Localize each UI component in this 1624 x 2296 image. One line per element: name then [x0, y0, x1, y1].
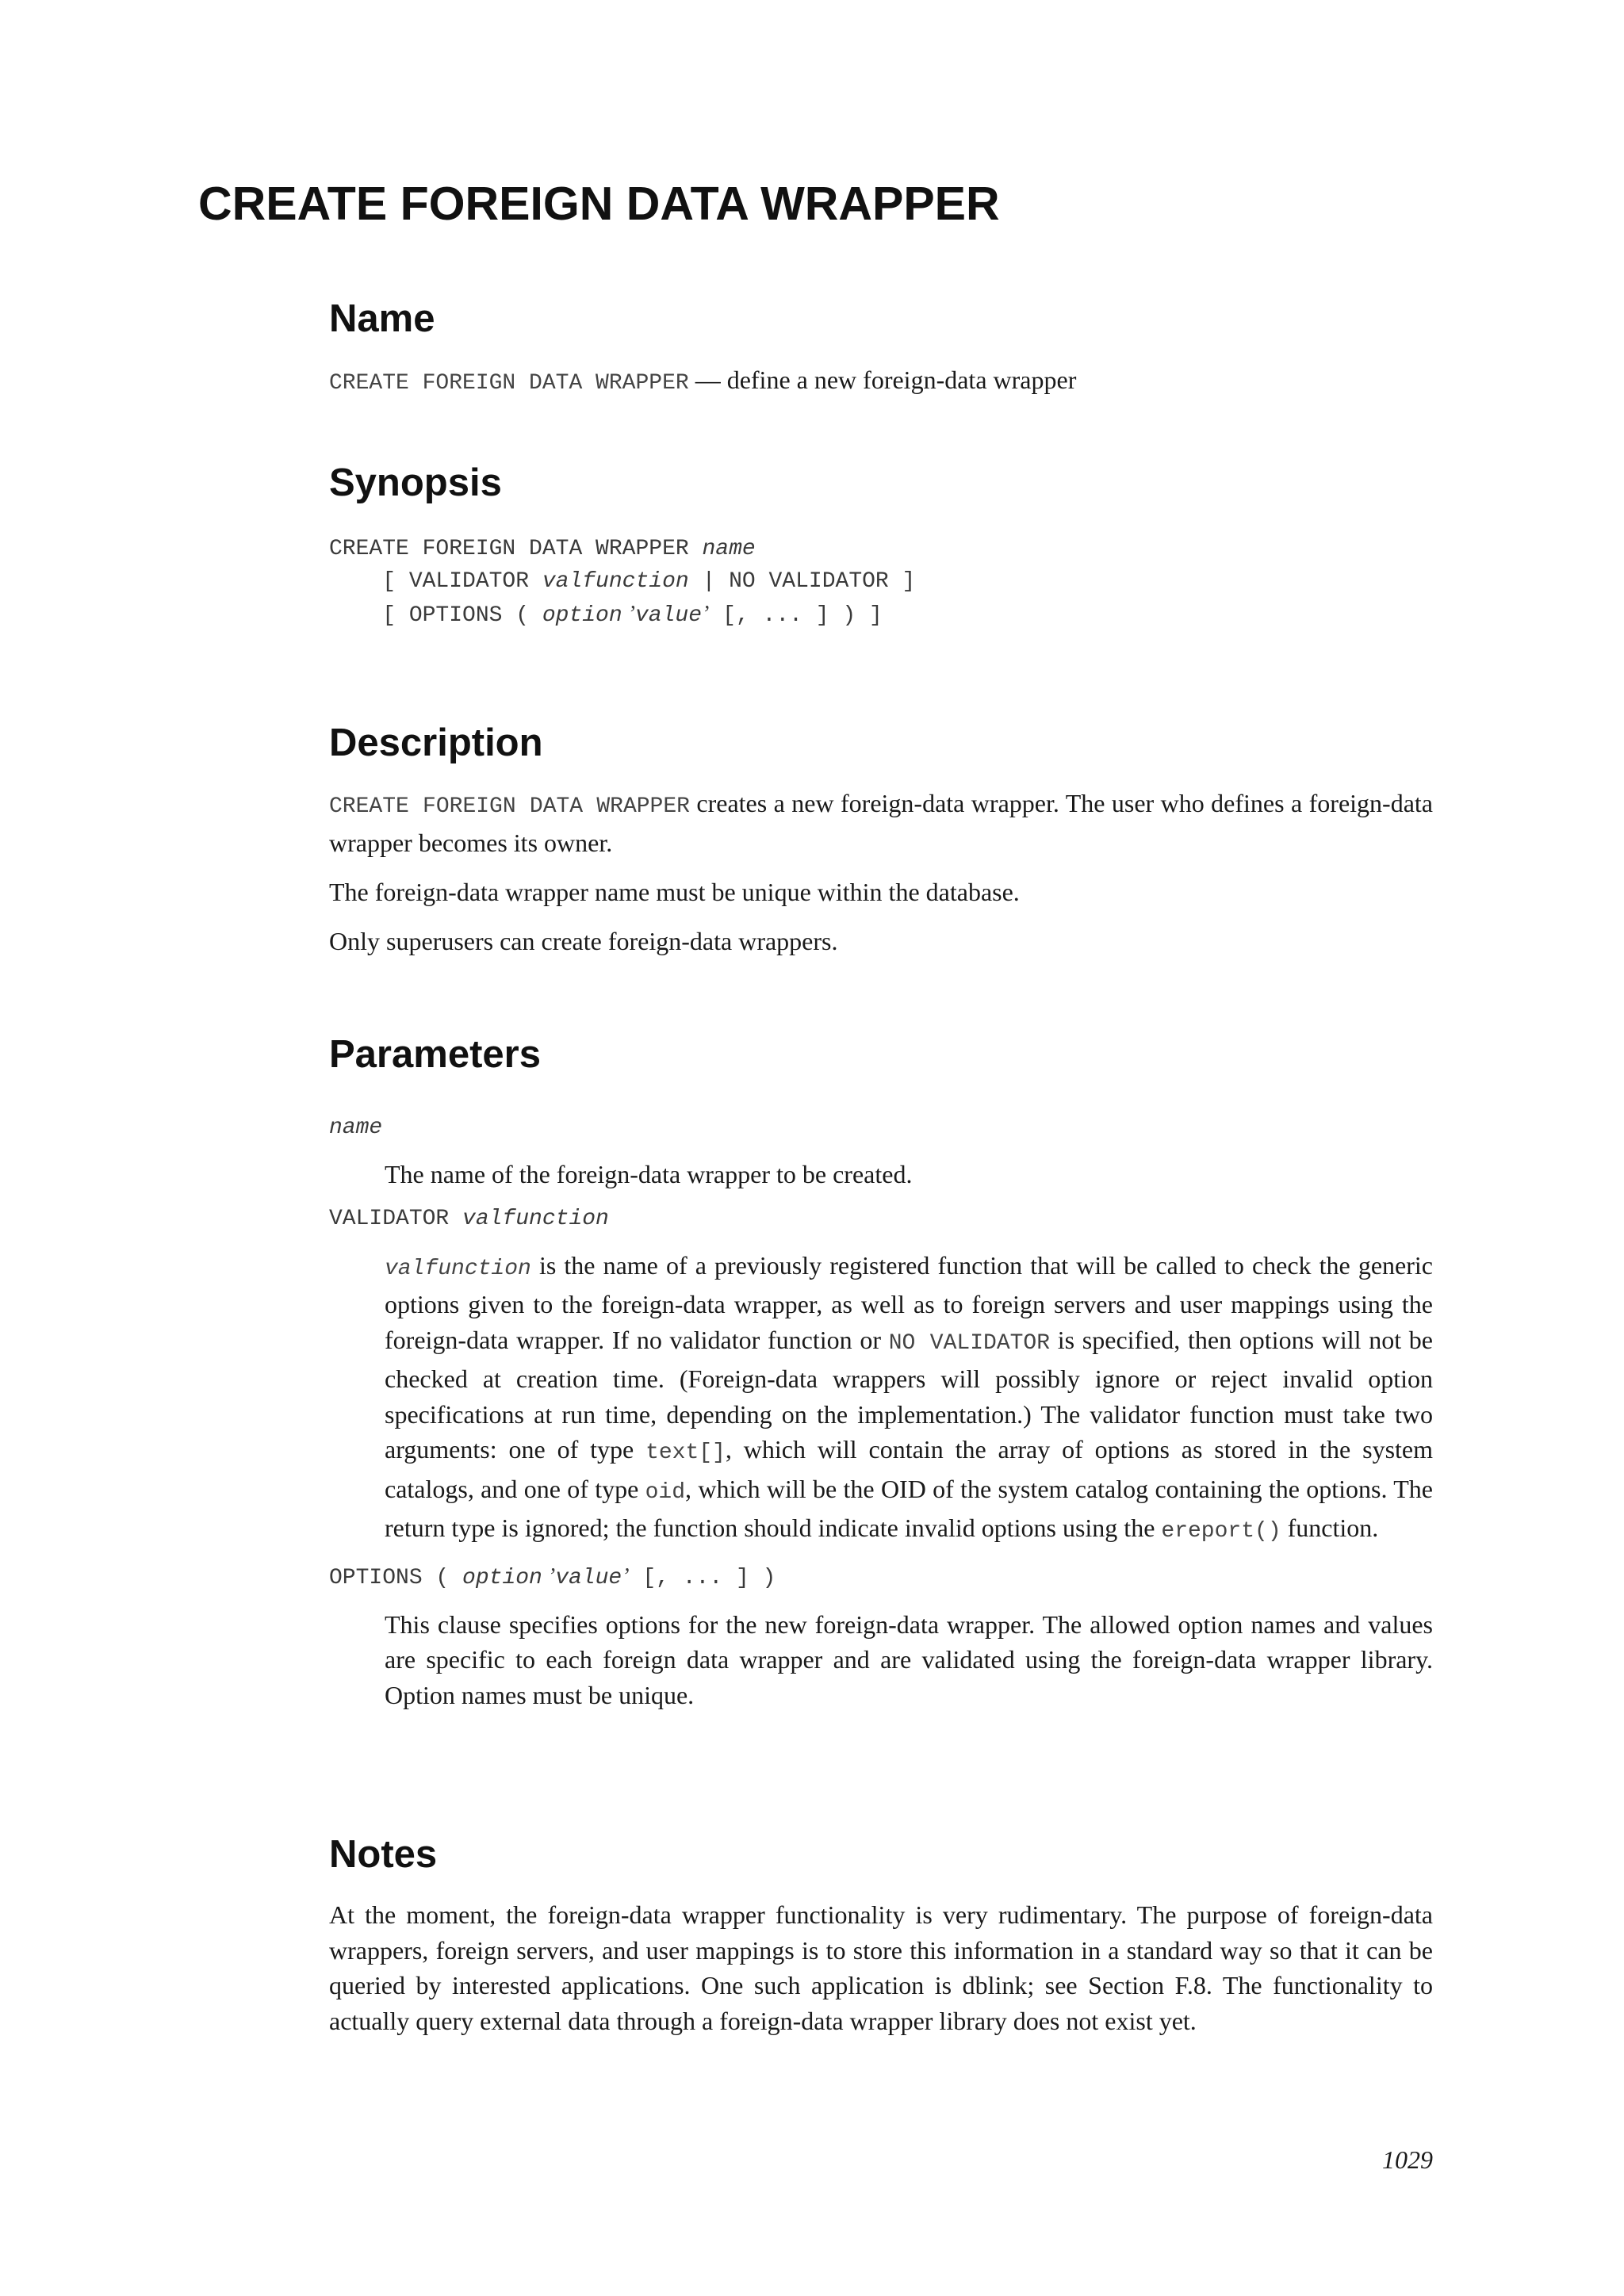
notes-paragraph: At the moment, the foreign-data wrapper functionality is very rudimentary. The purpose of foreign-data wrappers, foreign servers, and user mappings is to store this information in a standard way so that it can be queried by interested applications. One such application is dblink; see Section F.8. The functionality to actually query external data through a foreign-data wrapper library does not exist yet.: [329, 1900, 1433, 2035]
description-paragraph-3: Only superusers can create foreign-data wrappers.: [329, 926, 838, 955]
description-heading: Description: [329, 721, 543, 764]
name-line: [329, 362, 1433, 402]
command-name: CREATE FOREIGN DATA WRAPPER: [329, 371, 689, 396]
command-purpose: — define a new foreign-data wrapper: [695, 365, 1077, 394]
param-term-validator: VALIDATOR valfunction: [329, 1206, 609, 1231]
param-term-options: OPTIONS ( option ’value’ [, ... ] ): [329, 1563, 776, 1590]
notes-section: [329, 1835, 1433, 2038]
param-term-name: name: [329, 1115, 383, 1140]
synopsis-code: [329, 533, 1433, 632]
param-desc-options: This clause specifies options for the new foreign-data wrapper. The allowed option names and values are specific to each foreign data wrapper and are validated using the foreign-data wrapper library. Option names must be unique.: [385, 1609, 1433, 1709]
description-command: CREATE FOREIGN DATA WRAPPER: [329, 794, 690, 819]
param-desc-validator: valfunction is the name of a previously registered function that will be called to check the generic options given to the foreign-data wrapper, as well as to foreign servers and user mappings using the foreign-data wrapper. If no validator function or NO VALIDATOR is specified, then options will not be checked at creation time. (Foreign-data wrappers will possibly ignore or reject invalid option specifications at run time, depending on the implementation.) The validator function must take two arguments: one of type text[], which will contain the array of options as stored in the system catalogs, and one of type oid, which will be the OID of the system catalog containing the options. The return type is ignored; the function should indicate invalid options using the ereport() function.: [385, 1250, 1434, 1544]
description-paragraph-2: The foreign-data wrapper name must be unique within the database.: [329, 878, 1020, 906]
synopsis-section: [329, 461, 1433, 632]
page-number: 1029: [1382, 2145, 1433, 2174]
synopsis-line-1: CREATE FOREIGN DATA WRAPPER name: [329, 537, 756, 561]
description-paragraph-1: CREATE FOREIGN DATA WRAPPER creates a new foreign-data wrapper. The user who defines a foreign-data wrapper becomes its owner.: [329, 789, 1433, 857]
name-section: [329, 297, 1433, 402]
description-section: [329, 721, 1433, 959]
parameters-heading: Parameters: [329, 1033, 541, 1076]
parameters-section: [329, 1035, 1433, 1712]
synopsis-line-2: [ VALIDATOR valfunction | NO VALIDATOR ]: [329, 569, 916, 594]
param-desc-name: The name of the foreign-data wrapper to be created.: [385, 1160, 913, 1188]
page-title: CREATE FOREIGN DATA WRAPPER: [198, 178, 1000, 230]
synopsis-heading: Synopsis: [329, 461, 502, 504]
notes-heading: Notes: [329, 1833, 438, 1876]
name-heading: Name: [329, 297, 435, 340]
synopsis-line-3: [ OPTIONS ( option ’value’ [, ... ] ) ]: [329, 602, 883, 628]
